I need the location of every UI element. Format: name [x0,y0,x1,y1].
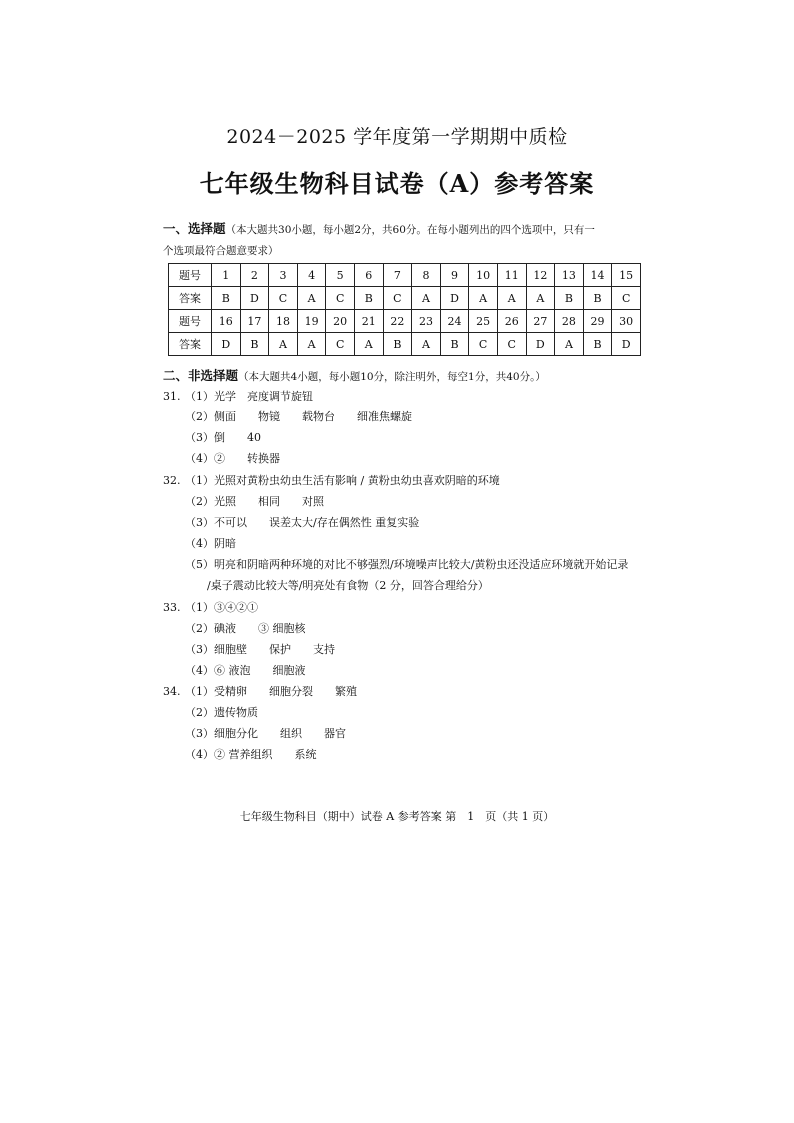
question-number: 16 [212,310,241,333]
answer-cell: B [354,287,383,310]
q32-part-4: （4）阴暗 [185,537,236,550]
exam-term-title: 2024－2025 学年度第一学期期中质检 [226,126,568,148]
q34-part-2: （2）遗传物质 [185,706,258,719]
answer-cell: C [612,287,641,310]
q34-line-1 [163,683,357,699]
q32-number: 32. [163,474,181,487]
question-number: 20 [326,310,355,333]
q32-part-5: （5）明亮和阴暗两种环境的对比不够强烈/环境噪声比较大/黄粉虫还没适应环境就开始记录 [185,558,629,571]
q33-part-2: （2）碘液 ③ 细胞核 [185,622,306,635]
question-number: 3 [269,264,298,287]
answer-cell: A [469,287,498,310]
answer-cell: D [212,333,241,356]
answer-cell: A [497,287,526,310]
section-nonchoice-heading: 二、非选择题 [163,368,239,383]
section-nonchoice-header [163,366,663,384]
answer-cell: B [440,333,469,356]
section-choice-note-2: 个选项最符合题意要求） [163,245,279,257]
question-number: 19 [297,310,326,333]
answer-cell: C [326,287,355,310]
question-number: 17 [240,310,269,333]
answer-cell: B [583,333,612,356]
row-label-answer: 答案 [169,287,212,310]
question-number: 24 [440,310,469,333]
choice-answer-table [168,263,641,356]
answer-cell: C [326,333,355,356]
question-number: 9 [440,264,469,287]
question-number: 21 [354,310,383,333]
answer-key-title: 七年级生物科目试卷（A）参考答案 [199,169,595,198]
answer-cell: B [212,287,241,310]
q33-part-4: （4）⑥ 液泡 细胞液 [185,664,306,677]
answer-cell: C [383,287,412,310]
q31-line-1 [163,388,313,404]
section-choice-note-1: （本大题共30小题，每小题2分，共60分。在每小题列出的四个选项中，只有一 [225,224,595,236]
answer-cell: A [269,333,298,356]
q32-part-3: （3）不可以 误差太大/存在偶然性 重复实验 [185,516,420,529]
q32-part-2: （2）光照 相同 对照 [185,495,324,508]
question-number: 30 [612,310,641,333]
q31-number: 31. [163,390,181,403]
section-choice-header [163,218,653,262]
question-number: 5 [326,264,355,287]
q33-line-1 [163,599,258,615]
row-label-question: 题号 [169,310,212,333]
question-number: 12 [526,264,555,287]
question-number: 15 [612,264,641,287]
answer-cell: A [526,287,555,310]
question-number: 29 [583,310,612,333]
answer-cell: A [412,333,441,356]
question-number: 1 [212,264,241,287]
q32-part-5-cont: /桌子震动比较大等/明亮处有食物（2 分，回答合理给分） [207,579,489,592]
question-number: 23 [412,310,441,333]
question-number: 8 [412,264,441,287]
table-row-answers-1 [169,287,641,310]
row-label-answer: 答案 [169,333,212,356]
answer-cell: C [497,333,526,356]
answer-cell: D [240,287,269,310]
question-number: 11 [497,264,526,287]
q31-part-3: （3）倒 40 [185,431,261,444]
q34-number: 34. [163,685,181,698]
q33-part-1: （1）③④②① [185,601,258,614]
q32-line-1 [163,472,500,488]
row-label-question: 题号 [169,264,212,287]
answer-cell: C [269,287,298,310]
q34-part-1: （1）受精卵 细胞分裂 繁殖 [185,685,357,698]
table-row-questions-2 [169,310,641,333]
table-row-questions-1 [169,264,641,287]
answer-cell: A [412,287,441,310]
section-choice-heading: 一、选择题 [163,221,226,236]
table-row-answers-2 [169,333,641,356]
answer-cell: A [297,287,326,310]
q34-part-3: （3）细胞分化 组织 器官 [185,727,346,740]
question-number: 22 [383,310,412,333]
q32-part-1: （1）光照对黄粉虫幼虫生活有影响 / 黄粉虫幼虫喜欢阴暗的环境 [185,474,500,487]
question-number: 4 [297,264,326,287]
answer-cell: B [383,333,412,356]
q31-part-4: （4）② 转换器 [185,452,280,465]
question-number: 28 [555,310,584,333]
question-number: 13 [555,264,584,287]
answer-cell: A [555,333,584,356]
answer-cell: D [440,287,469,310]
q33-number: 33. [163,601,181,614]
answer-cell: A [297,333,326,356]
question-number: 6 [354,264,383,287]
q31-part-2: （2）侧面 物镜 载物台 细准焦螺旋 [185,410,412,423]
answer-cell: B [583,287,612,310]
q34-part-4: （4）② 营养组织 系统 [185,748,317,761]
q33-part-3: （3）细胞壁 保护 支持 [185,643,335,656]
question-number: 26 [497,310,526,333]
question-number: 27 [526,310,555,333]
question-number: 7 [383,264,412,287]
question-number: 2 [240,264,269,287]
answer-cell: A [354,333,383,356]
question-number: 10 [469,264,498,287]
answer-cell: D [526,333,555,356]
answer-cell: B [240,333,269,356]
page-footer: 七年级生物科目（期中）试卷 A 参考答案 第 1 页（共 1 页） [239,810,555,823]
q31-part-1: （1）光学 亮度调节旋钮 [185,390,313,403]
section-nonchoice-note: （本大题共4小题，每小题10分，除注明外，每空1分，共40分。） [238,371,546,383]
question-number: 18 [269,310,298,333]
answer-cell: C [469,333,498,356]
question-number: 14 [583,264,612,287]
answer-cell: D [612,333,641,356]
answer-cell: B [555,287,584,310]
question-number: 25 [469,310,498,333]
